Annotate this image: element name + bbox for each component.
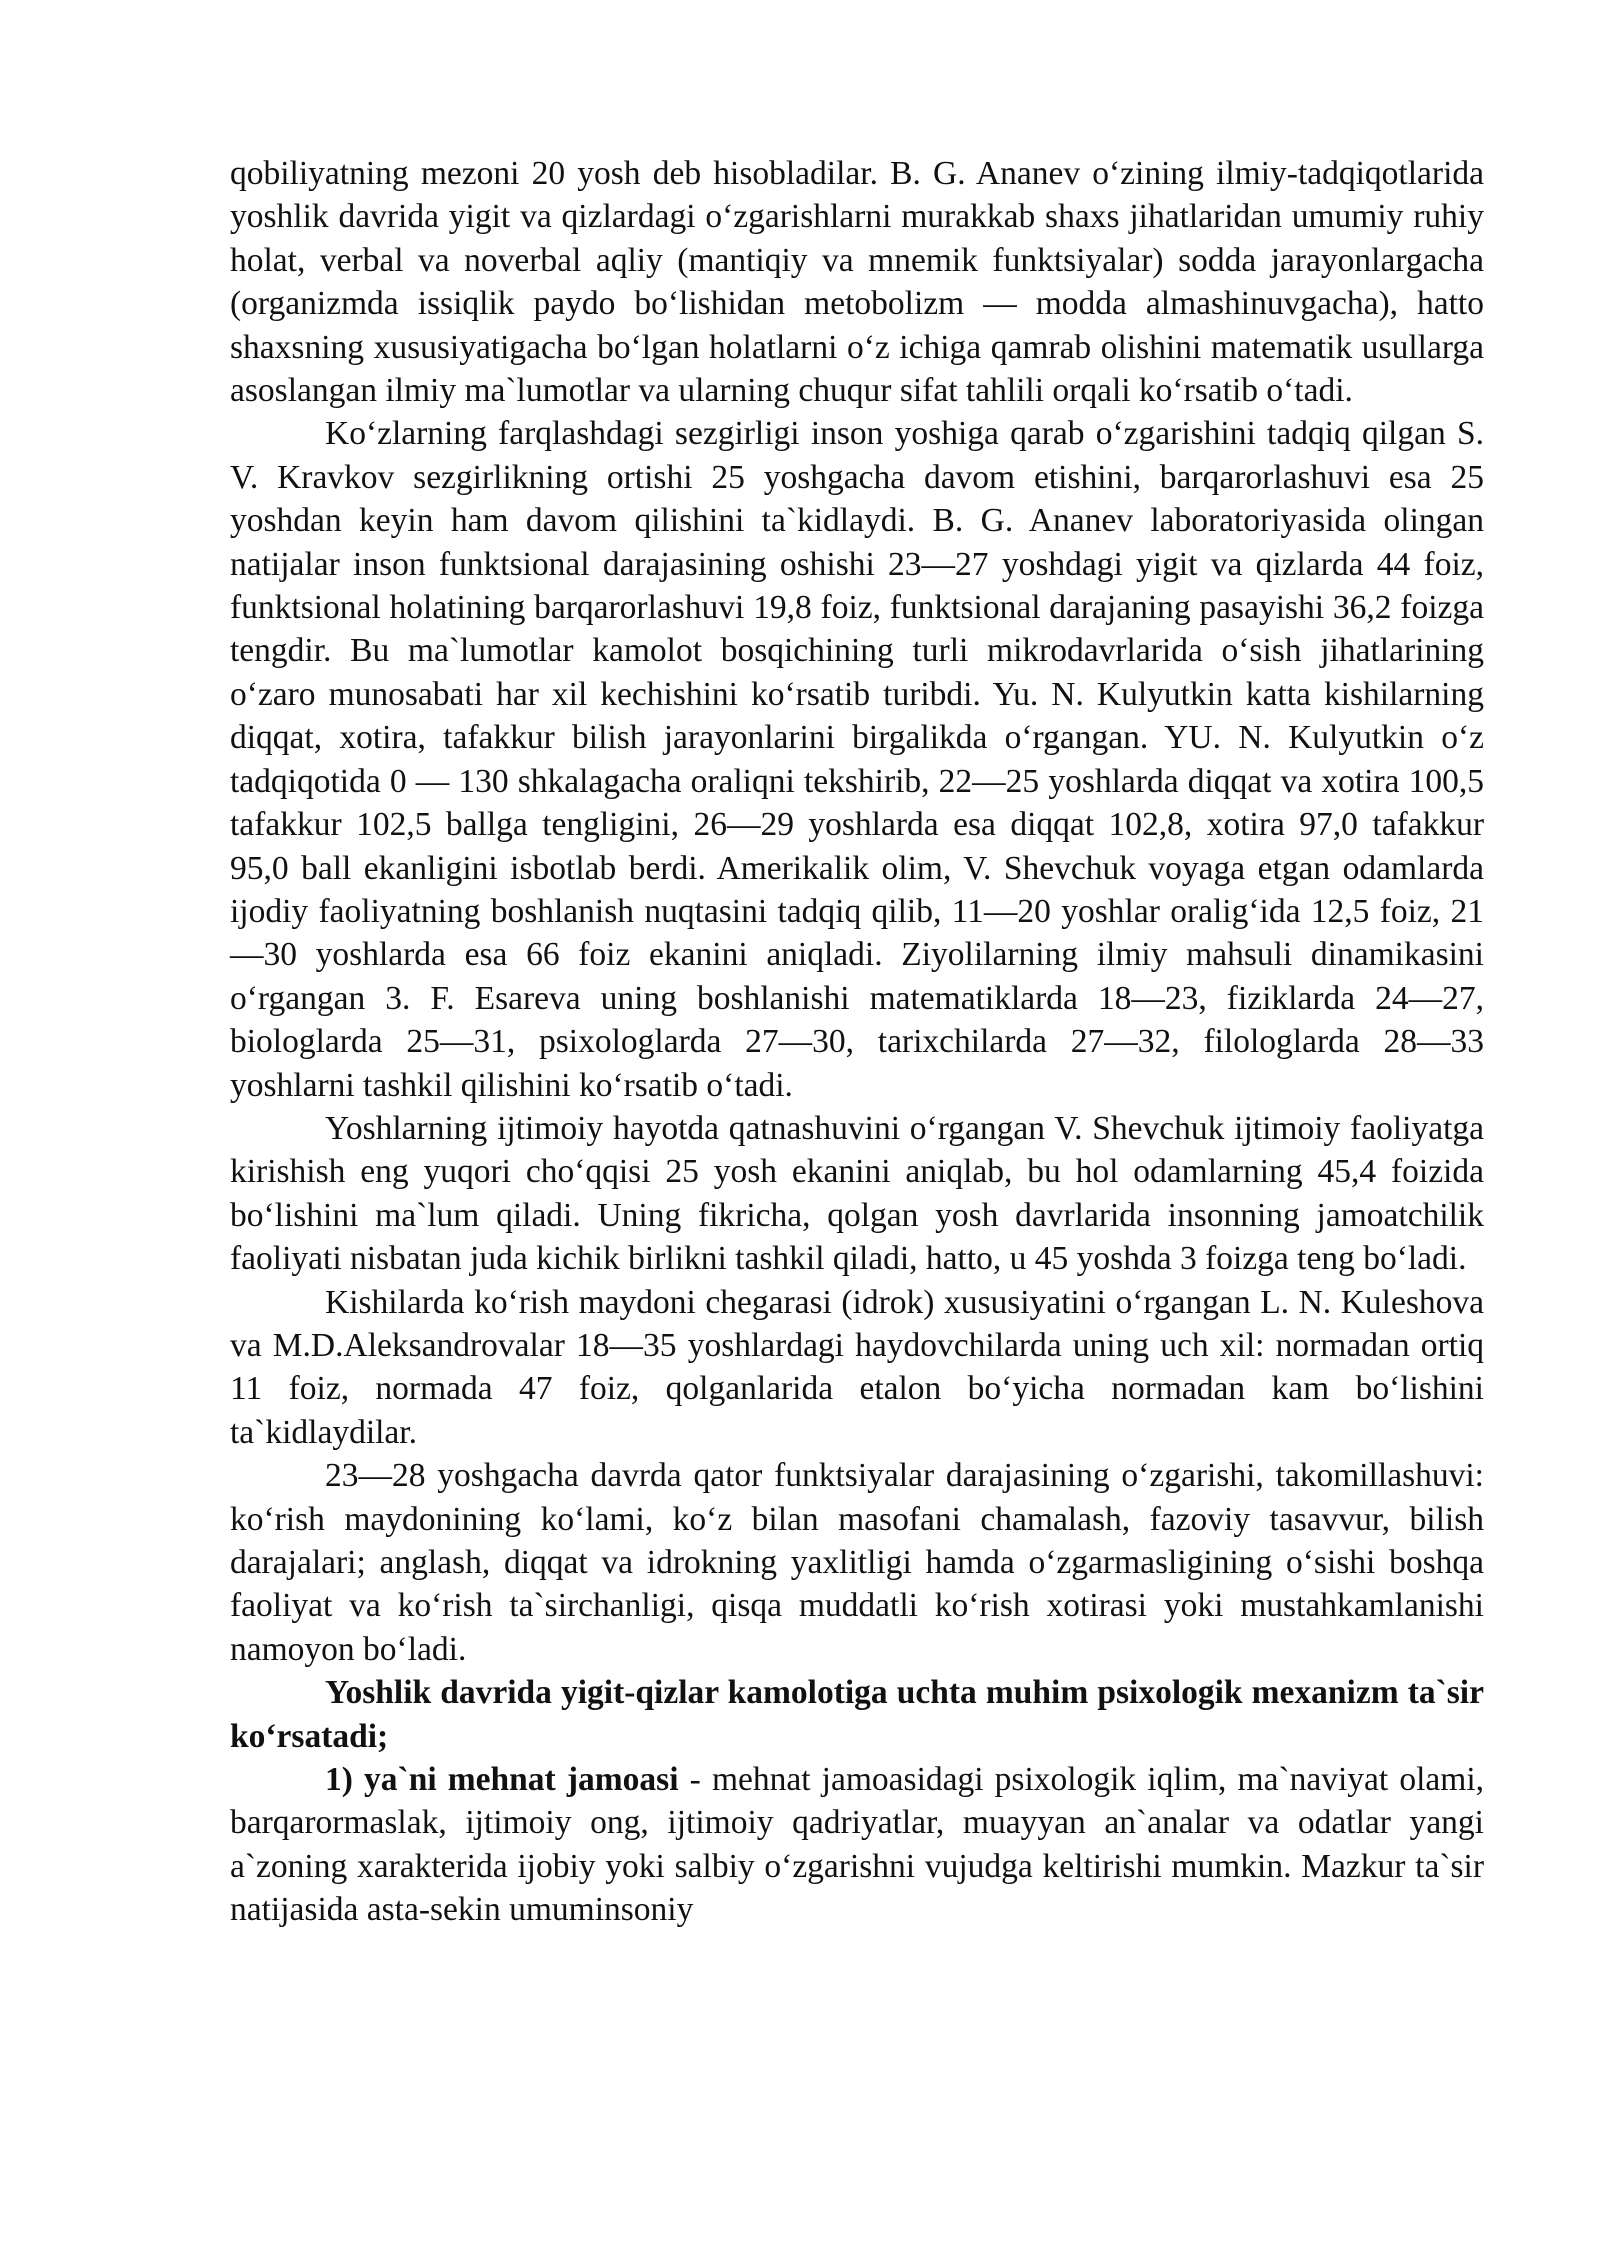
paragraph-5: 23—28 yoshgacha davrda qator funktsiyalar darajasining o‘zgarishi, takomillashuvi: ko‘rish maydonining ko‘lami, ko‘z bilan masofani chamalash, fazoviy tasavvur, bilish darajalari; anglash, diqqat va idrokning yaxlitligi hamda o‘zgarmasligining o‘sishi boshqa faoliyat va ko‘rish ta`sirchanligi, qisqa muddatli ko‘rish xotirasi yoki mustahkamlanishi namoyon bo‘ladi. <box>230 1457 1484 1668</box>
paragraph-7 <box>230 1758 1484 1932</box>
section-heading: Yoshlik davrida yigit-qizlar kamolotiga uchta muhim psixologik mexanizm ta`sir ko‘rsatadi; <box>230 1674 1484 1755</box>
paragraph-3: Yoshlarning ijtimoiy hayotda qatnashuvini o‘rgangan V. Shevchuk ijtimoiy faoliyatga kirishish eng yuqori cho‘qqisi 25 yosh ekanini aniqlab, bu hol odamlarning 45,4 foizida bo‘lishini ma`lum qiladi. Uning fikricha, qolgan yosh davrlarida insonning jamoatchilik faoliyati nisbatan juda kichik birlikni tashkil qiladi, hatto, u 45 yoshda 3 foizga teng bo‘ladi. <box>230 1109 1484 1278</box>
paragraph-4: Kishilarda ko‘rish maydoni chegarasi (idrok) xususiyatini o‘rgangan L. N. Kuleshova va M.D.Aleksandrovalar 18—35 yoshlardagi haydovchilarda uning uch xil: normadan ortiq 11 foiz, normada 47 foiz, qolganlarida etalon bo‘yicha normadan kam bo‘lishini ta`kidlaydilar. <box>230 1283 1484 1451</box>
paragraph-2: Ko‘zlarning farqlashdagi sezgirligi inson yoshiga qarab o‘zgarishini tadqiq qilgan S. V. Kravkov sezgirlikning ortishi 25 yoshgacha davom etishini, barqarorlashuvi esa 25 yoshdan keyin ham davom qilishini ta`kidlaydi. B. G. Ananev laboratoriyasida olingan natijalar inson funktsional darajasining oshishi 23—27 yoshdagi yigit va qizlarda 44 foiz, funktsional holatining barqarorlashuvi 19,8 foiz, funktsional darajaning pasayishi 36,2 foizga tengdir. Bu ma`lumotlar kamolot bosqichining turli mikrodavrlarida o‘sish jihatlarining o‘zaro munosabati har xil kechishini ko‘rsatib turibdi. Yu. N. Kulyutkin katta kishilarning diqqat, xotira, tafakkur bilish jarayonlarini birgalikda o‘rgangan. YU. N. Kulyutkin o‘z tadqiqotida 0 — 130 shkalagacha oraliqni tekshirib, 22—25 yoshlarda diqqat va xotira 100,5 tafakkur 102,5 ballga tengligini, 26—29 yoshlarda esa diqqat 102,8, xotira 97,0 tafakkur 95,0 ball ekanligini isbotlab berdi. Amerikalik olim, V. Shevchuk voyaga etgan odamlarda ijodiy faoliyatning boshlanish nuqtasini tadqiq qilib, 11—20 yoshlar oralig‘ida 12,5 foiz, 21—30 yoshlarda esa 66 foiz ekanini aniqladi. Ziyolilarning ilmiy mahsuli dinamikasini o‘rgangan 3. F. Esareva uning boshlanishi matematiklarda 18—23, fiziklarda 24—27, biologlarda 25—31, psixologlarda 27—30, tarixchilarda 27—32, filologlarda 28—33 yoshlarni tashkil qilishini ko‘rsatib o‘tadi. <box>230 415 1484 1104</box>
paragraph-1: qobiliyatning mezoni 20 yosh deb hisobladilar. B. G. Ananev o‘zining ilmiy-tadqiqotlarida yoshlik davrida yigit va qizlardagi o‘zgarishlarni murakkab shaxs jihatlaridan umumiy ruhiy holat, verbal va noverbal aqliy (mantiqiy va mnemik funktsiyalar) sodda jarayonlargacha (organizmda issiqlik paydo bo‘lishidan metobolizm — modda almashinuvgacha), hatto shaxsning xususiyatigacha bo‘lgan holatlarni o‘z ichiga qamrab olishini matematik usullarga asoslangan ilmiy ma`lumotlar va ularning chuqur sifat tahlili orqali ko‘rsatib o‘tadi. <box>230 155 1484 410</box>
list-item-label: 1) ya`ni mehnat jamoasi <box>325 1761 679 1799</box>
list-item-text: - mehnat jamoasidagi psixologik iqlim, ma`naviyat olami, barqarormaslak, ijtimoiy ong, ijtimoiy qadriyatlar, muayyan an`analar va odatlar yangi a`zoning xarakterida ijobiy yoki salbiy o‘zgarishni vujudga keltirishi mumkin. Mazkur ta`sir natijasida asta-sekin umuminsoniy <box>230 1761 1485 1929</box>
document-page <box>230 152 1484 1932</box>
